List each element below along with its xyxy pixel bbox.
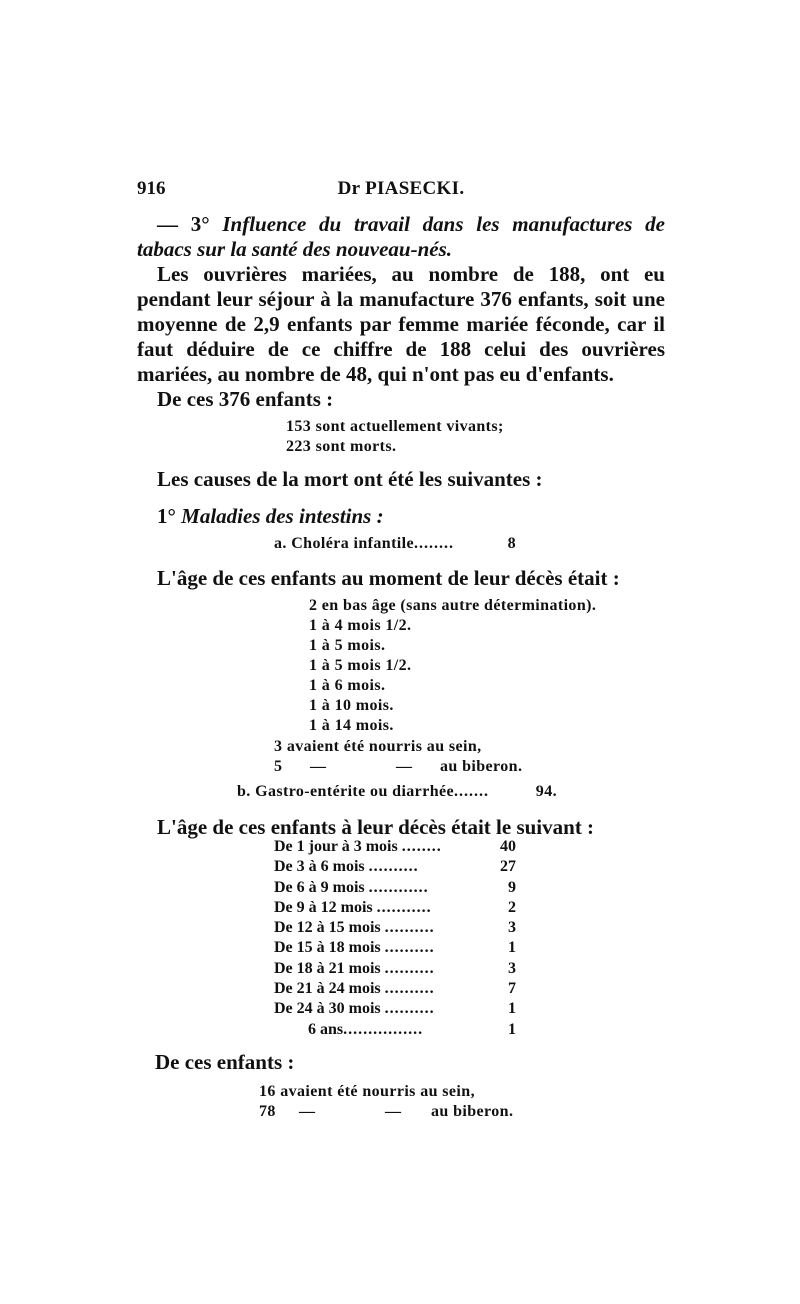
breastfed-text: avaient été nourris au sein, <box>280 1083 475 1100</box>
cholera-age-item: 1 à 10 mois. <box>309 697 394 714</box>
row-value: 3 <box>508 919 516 937</box>
ditto-dash: — <box>310 758 327 775</box>
gastro-line <box>237 783 557 801</box>
causes-intro: Les causes de la mort ont été les suivantes : <box>157 467 543 491</box>
row-value: 9 <box>508 878 516 896</box>
row-label: De 15 à 18 mois <box>274 939 381 957</box>
breastfed-count: 3 <box>274 738 283 755</box>
table-row <box>274 838 524 858</box>
row-dots: .......... <box>384 980 435 998</box>
section-title-text: Influence du travail dans les manufactures de tabacs sur la santé des nouveau-nés. <box>137 212 665 261</box>
lead-children-2: De ces enfants : <box>155 1050 295 1074</box>
gastro-label: b. Gastro-entérite ou diarrhée <box>237 783 454 800</box>
cholera-age-item: 1 à 4 mois 1/2. <box>309 617 412 634</box>
row-label: De 6 à 9 mois <box>274 878 365 896</box>
row-value: 40 <box>500 838 516 855</box>
row-label: De 21 à 24 mois <box>274 980 381 998</box>
section-title <box>137 212 665 262</box>
row-label: De 1 jour à 3 mois <box>274 838 398 855</box>
row-label: 6 ans <box>308 1020 344 1038</box>
row-value: 2 <box>508 898 516 916</box>
page-number: 916 <box>137 178 166 199</box>
gastro-age-table <box>274 838 524 1041</box>
category-text: Maladies des intestins : <box>181 504 384 528</box>
children-living: 153 sont actuellement vivants; <box>286 418 504 435</box>
row-label: De 24 à 30 mois <box>274 1000 381 1018</box>
lead-children: De ces 376 enfants : <box>157 387 334 411</box>
section-number: — 3° <box>157 212 210 236</box>
bottlefed-text: au biberon. <box>440 758 523 775</box>
row-value: 3 <box>508 959 516 977</box>
gastro-value: 94. <box>535 783 557 800</box>
cholera-age-item: 1 à 5 mois 1/2. <box>309 657 412 674</box>
cholera-age-item: 1 à 5 mois. <box>309 637 386 654</box>
row-value: 1 <box>508 1000 516 1018</box>
row-value: 1 <box>508 939 516 957</box>
row-dots: ................ <box>343 1020 424 1038</box>
category-intestines <box>157 504 384 529</box>
children-dead: 223 sont morts. <box>286 438 397 455</box>
gastro-bottlefed <box>259 1103 529 1121</box>
row-dots: .......... <box>384 939 435 957</box>
age-intro-b: L'âge de ces enfants à leur décès était le suivant : <box>157 815 595 839</box>
row-dots: .......... <box>384 1000 435 1018</box>
row-dots: .......... <box>384 959 435 977</box>
table-row <box>274 899 524 919</box>
running-title: Dr PIASECKI. <box>337 178 465 199</box>
row-dots: .......... <box>384 919 435 937</box>
cholera-age-item: 1 à 6 mois. <box>309 677 386 694</box>
row-label: De 18 à 21 mois <box>274 959 381 977</box>
row-dots: ........ <box>401 838 442 855</box>
row-label: De 12 à 15 mois <box>274 919 381 937</box>
row-dots: .......... <box>368 858 419 876</box>
breastfed-text: avaient été nourris au sein, <box>286 738 482 755</box>
row-label: De 3 à 6 mois <box>274 858 365 876</box>
breastfed-count: 16 <box>259 1083 276 1100</box>
cholera-line <box>274 535 520 553</box>
table-row <box>274 960 524 980</box>
cholera-age-item: 2 en bas âge (sans autre détermination). <box>309 597 597 614</box>
bottlefed-count: 5 <box>274 758 283 775</box>
ditto-dash: — <box>385 1103 402 1120</box>
bottlefed-count: 78 <box>259 1103 276 1120</box>
gastro-breastfed <box>259 1083 475 1101</box>
paragraph-intro: Les ouvrières mariées, au nombre de 188, ont eu pendant leur séjour à la manufacture 376 enfants, soit une moyenne de 2,9 enfants par femme mariée féconde, car il faut déduire de ce chiffre de 188 celui des ouvrières mariées, au nombre de 48, qui n'ont pas eu d'enfants. <box>137 262 665 386</box>
cholera-label: a. Choléra infantile <box>274 535 414 552</box>
row-dots: ........... <box>376 898 432 916</box>
page-header <box>137 178 665 208</box>
ditto-dash: — <box>299 1103 316 1120</box>
cholera-breastfed <box>274 738 482 756</box>
table-row <box>274 879 524 899</box>
cholera-dots: ........ <box>414 535 454 552</box>
row-value: 7 <box>508 980 516 998</box>
cholera-bottlefed <box>274 758 534 776</box>
row-dots: ............ <box>368 878 429 896</box>
table-row <box>274 858 524 878</box>
ditto-dash: — <box>396 758 413 775</box>
row-value: 27 <box>500 858 516 876</box>
row-value: 1 <box>508 1020 516 1038</box>
table-row <box>274 980 524 1000</box>
age-intro-a: L'âge de ces enfants au moment de leur décès était : <box>157 566 620 590</box>
row-label: De 9 à 12 mois <box>274 898 373 916</box>
category-number: 1° <box>157 504 176 528</box>
table-row <box>274 1000 524 1020</box>
bottlefed-text: au biberon. <box>431 1103 514 1120</box>
table-row <box>274 1021 524 1041</box>
table-row <box>274 919 524 939</box>
table-row <box>274 939 524 959</box>
cholera-age-item: 1 à 14 mois. <box>309 717 394 734</box>
gastro-dots: ....... <box>454 783 489 800</box>
cholera-value: 8 <box>507 535 516 552</box>
